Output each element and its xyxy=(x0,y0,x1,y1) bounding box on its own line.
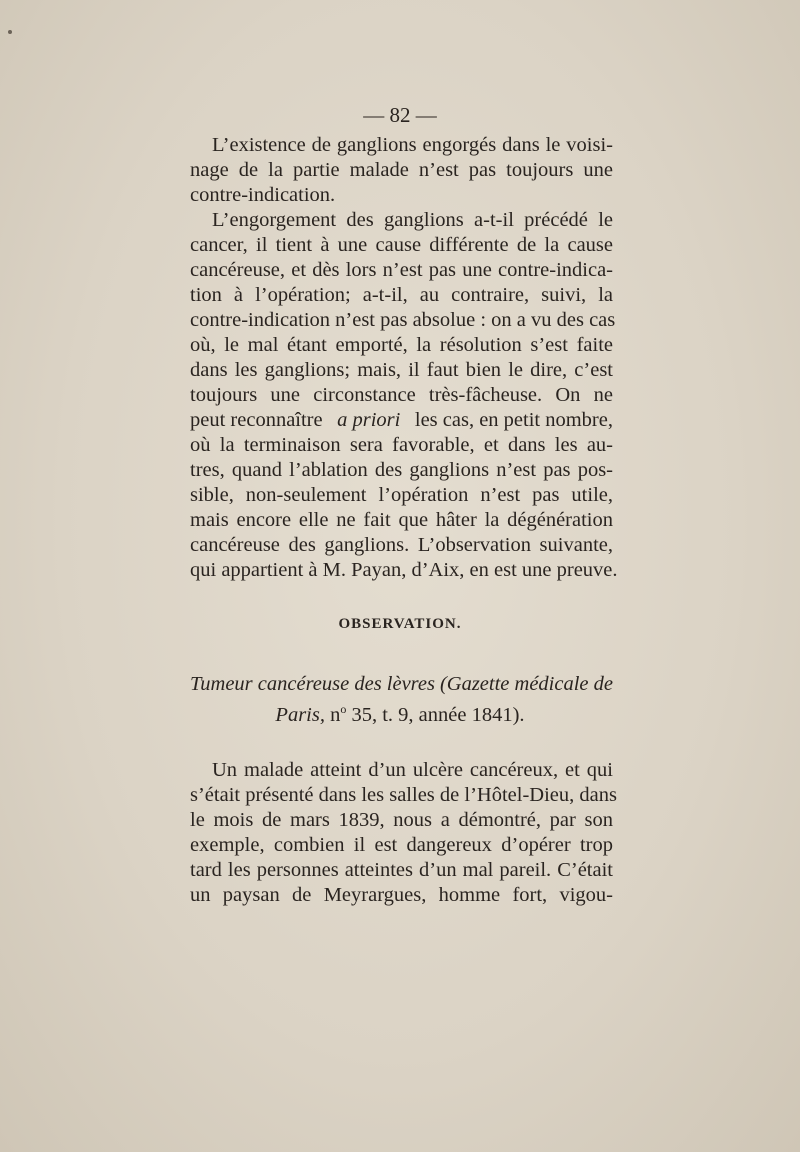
text-line: tard les personnes atteintes d’un mal pareil. C’était xyxy=(190,859,613,881)
text-line: qui appartient à M. Payan, d’Aix, en est une preuve. xyxy=(190,559,618,581)
section-heading: OBSERVATION. xyxy=(338,616,462,632)
text-line: dans les ganglions; mais, il faut bien le dire, c’est xyxy=(190,359,613,381)
title-italic-source: Paris, xyxy=(275,703,325,726)
text-line: nage de la partie malade n’est pas toujours une xyxy=(190,159,613,181)
text-line: L’engorgement des ganglions a-t-il précédé le xyxy=(212,209,613,231)
text-line: cancéreuse des ganglions. L’observation suivante, xyxy=(190,534,613,556)
text-line: où, le mal étant emporté, la résolution s’est faite xyxy=(190,334,613,356)
text-line: cancéreuse, et dès lors n’est pas une contre-indica- xyxy=(190,259,613,281)
title-citation: 35, t. 9, année 1841). xyxy=(351,703,525,726)
paper-speck xyxy=(8,30,12,34)
page-number: — 82 — xyxy=(363,103,437,127)
text-line: un paysan de Meyrargues, homme fort, vigou- xyxy=(190,884,613,906)
title-italic-source: (Gazette médicale de xyxy=(439,673,613,695)
text-line: le mois de mars 1839, nous a démontré, par son xyxy=(190,809,613,831)
text-line: Un malade atteint d’un ulcère cancéreux, et qui xyxy=(212,759,613,781)
text-line: tion à l’opération; a-t-il, au contraire, suivi, la xyxy=(190,284,613,306)
text-line: L’existence de ganglions engorgés dans le voisi- xyxy=(212,134,613,156)
text-line: contre-indication n’est pas absolue : on a vu des cas xyxy=(190,309,616,331)
text-line: tres, quand l’ablation des ganglions n’est pas pos- xyxy=(190,459,613,481)
text-line xyxy=(190,408,613,433)
text-line: exemple, combien il est dangereux d’opérer trop xyxy=(190,834,613,856)
title-number-prefix: n xyxy=(330,703,341,726)
text-line: où la terminaison sera favorable, et dans les au- xyxy=(190,434,613,456)
text-line: s’était présenté dans les salles de l’Hôtel-Dieu, dans xyxy=(190,784,617,806)
title-italic: Tumeur cancéreuse des lèvres xyxy=(190,673,435,695)
text-line: sible, non-seulement l’opération n’est pas utile, xyxy=(190,484,613,506)
italic-phrase: a priori xyxy=(337,409,401,431)
text-segment: les cas, en petit nombre, xyxy=(414,409,613,431)
title-superscript: o xyxy=(340,702,347,716)
text-line: contre-indication. xyxy=(190,184,336,206)
observation-title-line-1 xyxy=(190,672,613,697)
observation-title-line-2 xyxy=(0,697,800,728)
text-line: cancer, il tient à une cause différente de la cause xyxy=(190,234,613,256)
text-line: mais encore elle ne fait que hâter la dégénération xyxy=(190,509,613,531)
text-segment: peut reconnaître xyxy=(190,409,323,431)
text-line: toujours une circonstance très-fâcheuse. On ne xyxy=(190,384,613,406)
